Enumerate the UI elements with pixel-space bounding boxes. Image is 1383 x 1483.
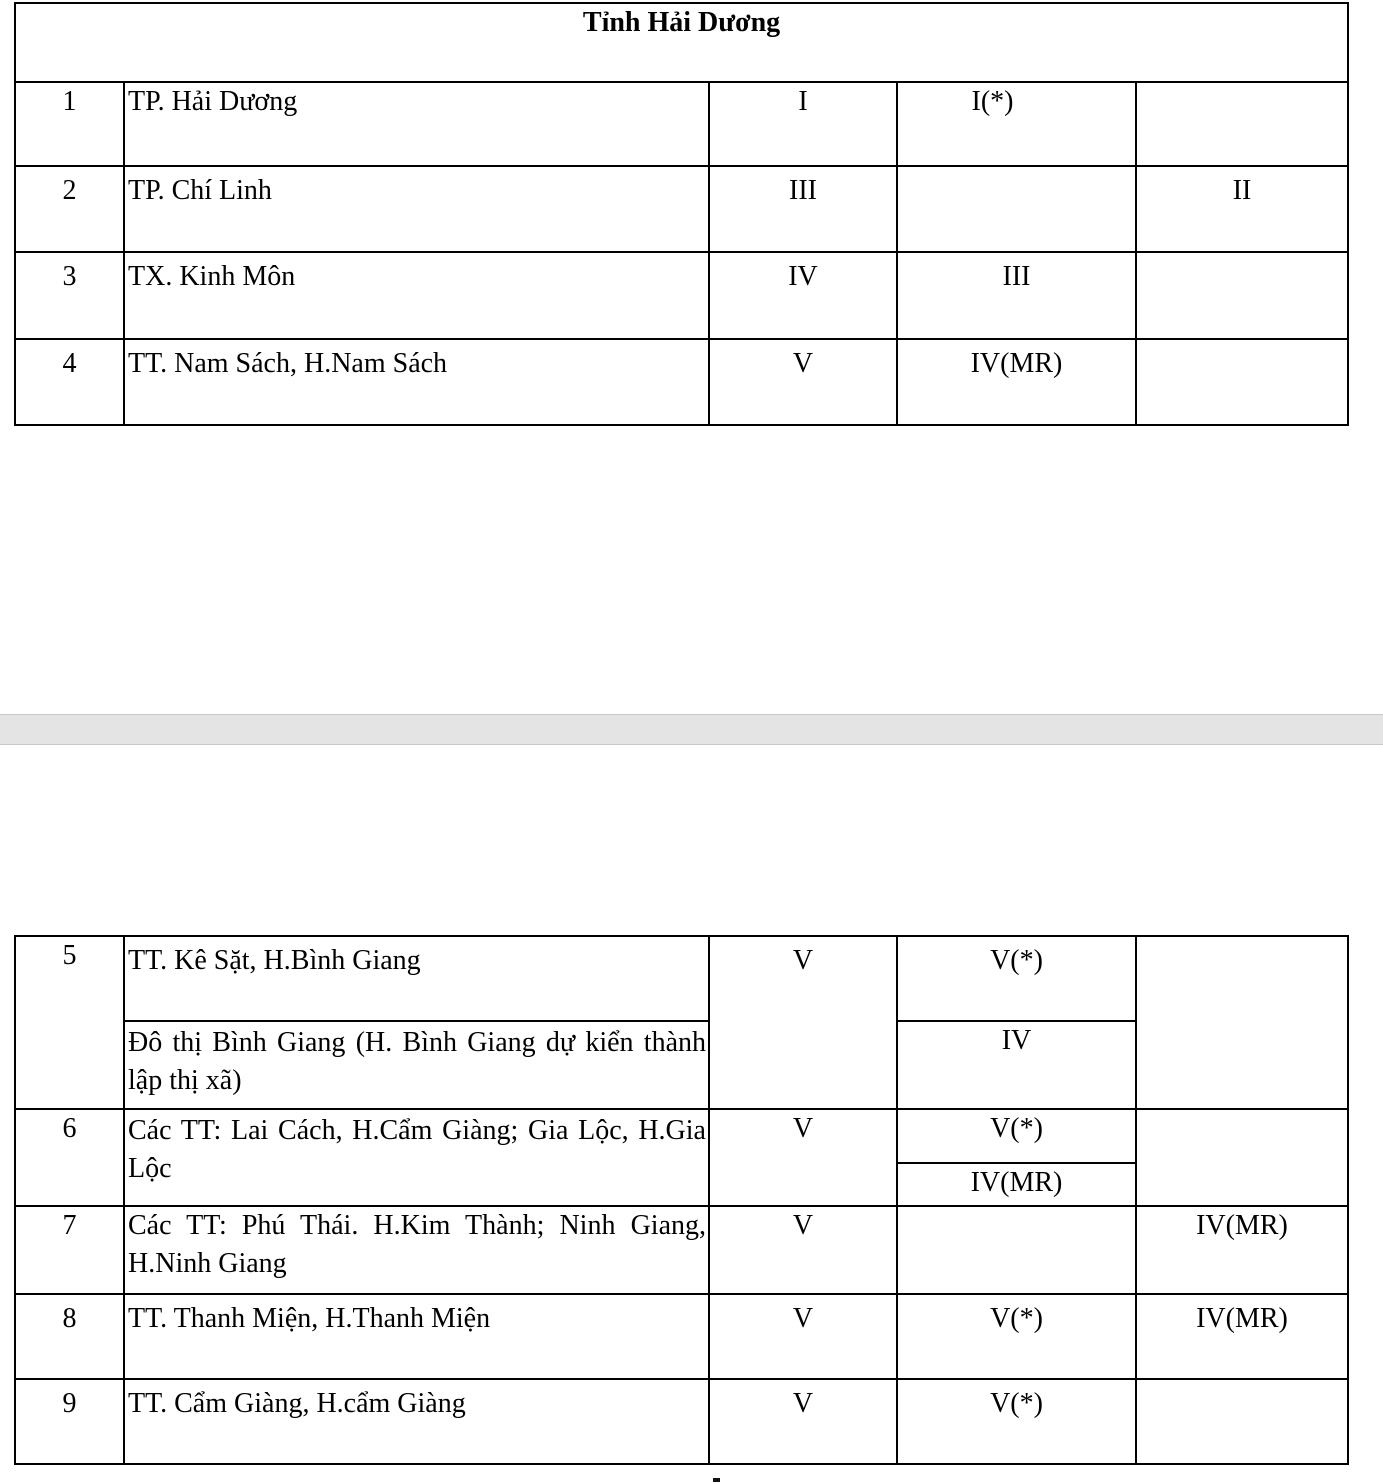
class-cell: II <box>1136 166 1348 252</box>
clipped-next-row-text-fragment <box>713 1478 720 1482</box>
row-number-cell: 6 <box>15 1109 124 1206</box>
class-cell-empty <box>1136 252 1348 339</box>
row-number-cell: 2 <box>15 166 124 252</box>
class-cell: IV <box>897 1021 1136 1109</box>
class-cell: I <box>709 82 897 166</box>
province-table-part2 <box>14 935 1349 1465</box>
class-cell: I(*) <box>897 82 1136 166</box>
table-row <box>15 166 1348 252</box>
class-cell-empty <box>897 166 1136 252</box>
row-number-cell: 7 <box>15 1206 124 1294</box>
table-row <box>15 339 1348 425</box>
class-cell: IV(MR) <box>1136 1206 1348 1294</box>
table-row <box>15 936 1348 1021</box>
class-cell: V <box>709 1206 897 1294</box>
locality-cell: TT. Nam Sách, H.Nam Sách <box>124 339 709 425</box>
table-row <box>15 252 1348 339</box>
locality-cell: TT. Cẩm Giàng, H.cẩm Giàng <box>124 1379 709 1464</box>
class-cell: III <box>709 166 897 252</box>
class-cell: V <box>709 1109 897 1206</box>
row-number-cell: 3 <box>15 252 124 339</box>
class-cell: V(*) <box>897 936 1136 1021</box>
row-number-cell: 4 <box>15 339 124 425</box>
class-cell: V(*) <box>897 1379 1136 1464</box>
class-cell: V <box>709 339 897 425</box>
class-cell: III <box>897 252 1136 339</box>
table-row <box>15 1109 1348 1163</box>
class-cell: IV(MR) <box>897 1163 1136 1206</box>
locality-cell: TX. Kinh Môn <box>124 252 709 339</box>
class-cell: V <box>709 1379 897 1464</box>
class-cell: V(*) <box>897 1109 1136 1163</box>
class-cell-empty <box>1136 1379 1348 1464</box>
class-cell: IV(MR) <box>1136 1294 1348 1379</box>
class-cell: V(*) <box>897 1294 1136 1379</box>
page-break-separator <box>0 714 1383 745</box>
row-number-cell: 9 <box>15 1379 124 1464</box>
row-number-cell: 1 <box>15 82 124 166</box>
class-cell: V <box>709 1294 897 1379</box>
table-row <box>15 1294 1348 1379</box>
class-cell-empty <box>1136 82 1348 166</box>
row-number-cell: 5 <box>15 936 124 1109</box>
class-cell: V <box>709 936 897 1109</box>
locality-cell: TT. Kê Sặt, H.Bình Giang <box>124 936 709 1021</box>
table-row <box>15 1206 1348 1294</box>
locality-cell: TT. Thanh Miện, H.Thanh Miện <box>124 1294 709 1379</box>
locality-cell: TP. Chí Linh <box>124 166 709 252</box>
province-table-part1 <box>14 2 1349 426</box>
class-cell-empty <box>1136 1109 1348 1206</box>
class-cell-empty <box>1136 339 1348 425</box>
table-title-row <box>15 3 1348 82</box>
class-cell-empty <box>1136 936 1348 1109</box>
locality-cell: Các TT: Lai Cách, H.Cẩm Giàng; Gia Lộc, H.Gia Lộc <box>124 1109 709 1206</box>
row-number-cell: 8 <box>15 1294 124 1379</box>
table-row <box>15 1379 1348 1464</box>
class-cell: IV <box>709 252 897 339</box>
province-title: Tỉnh Hải Dương <box>15 3 1348 82</box>
class-cell: IV(MR) <box>897 339 1136 425</box>
locality-cell: TP. Hải Dương <box>124 82 709 166</box>
locality-cell: Đô thị Bình Giang (H. Bình Giang dự kiển thành lập thị xã) <box>124 1021 709 1109</box>
locality-cell: Các TT: Phú Thái. H.Kim Thành; Ninh Giang, H.Ninh Giang <box>124 1206 709 1294</box>
table-row <box>15 82 1348 166</box>
class-cell-empty <box>897 1206 1136 1294</box>
